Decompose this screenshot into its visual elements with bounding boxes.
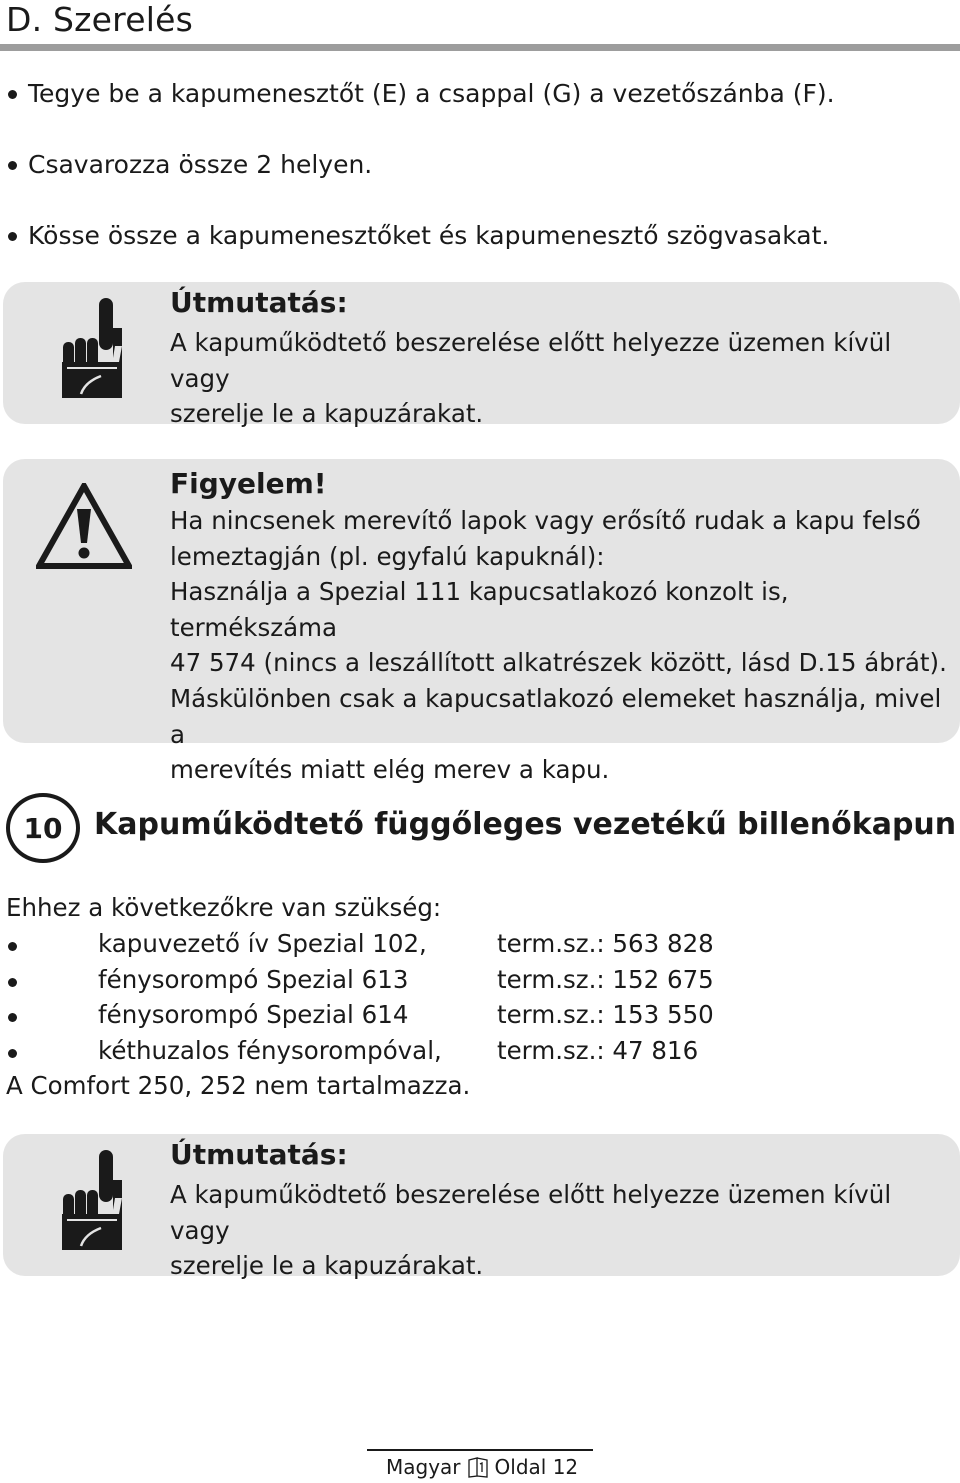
pointing-hand-icon: [59, 298, 125, 402]
requirement-name: fénysorompó Spezial 613: [98, 964, 409, 994]
bullet-dot: [8, 942, 17, 951]
requirement-number: term.sz.: 152 675: [497, 964, 714, 994]
note-body: [170, 325, 950, 432]
note-box: [3, 1134, 960, 1281]
list-item-text: Csavarozza össze 2 helyen.: [28, 150, 373, 179]
instruction-list: [8, 76, 835, 289]
warning-body: [170, 503, 950, 788]
page-footer: [386, 1455, 578, 1479]
pointing-hand-icon: [59, 1150, 125, 1254]
warning-line: merevítés miatt elég merev a kapu.: [170, 755, 610, 785]
warning-line: 47 574 (nincs a leszállított alkatrészek között, lásd D.15 ábrát).: [170, 648, 947, 678]
list-item: [8, 76, 835, 112]
list-item: [8, 218, 835, 254]
footer-language: Magyar: [386, 1455, 461, 1479]
note-heading: Útmutatás:: [170, 1138, 348, 1171]
requirement-number: term.sz.: 47 816: [497, 1035, 699, 1065]
warning-line: Máskülönben csak a kapucsatlakozó elemeket használja, mivel a: [170, 683, 942, 749]
bullet-dot: [8, 90, 17, 99]
step-number-badge: 10: [6, 793, 80, 863]
footer-rule: [367, 1449, 593, 1451]
warning-line: Ha nincsenek merevítő lapok vagy erősítő rudak a kapu felső: [170, 506, 921, 535]
warning-heading: Figyelem!: [170, 467, 327, 500]
bullet-dot: [8, 161, 17, 170]
bullet-dot: [8, 1013, 17, 1022]
note-heading: Útmutatás:: [170, 286, 348, 319]
note-line: A kapuműködtető beszerelése előtt helyezze üzemen kívül vagy: [170, 1180, 892, 1245]
bullet-dot: [8, 232, 17, 241]
requirement-name: kapuvezető ív Spezial 102,: [98, 929, 427, 958]
requirements-note: A Comfort 250, 252 nem tartalmazza.: [6, 1071, 471, 1100]
note-body: [170, 1177, 950, 1284]
bullet-dot: [8, 978, 17, 987]
note-line: szerelje le a kapuzárakat.: [170, 399, 484, 429]
book-icon: [467, 1456, 489, 1478]
list-item-text: Tegye be a kapumenesztőt (E) a csappal (G) a vezetőszánba (F).: [28, 79, 835, 108]
warning-box: [3, 459, 960, 785]
requirement-number: term.sz.: 153 550: [497, 1000, 714, 1029]
section-title: D. Szerelés: [6, 0, 193, 39]
step-title: Kapuműködtető függőleges vezetékű billenőkapun: [94, 807, 957, 842]
warning-triangle-icon: [36, 483, 132, 569]
warning-line: lemeztagján (pl. egyfalú kapuknál):: [170, 541, 605, 571]
note-line: szerelje le a kapuzárakat.: [170, 1251, 484, 1281]
requirement-name: fénysorompó Spezial 614: [98, 1000, 409, 1029]
warning-line: Használja a Spezial 111 kapucsatlakozó konzolt is, termékszáma: [170, 577, 789, 642]
list-item-text: Kösse össze a kapumenesztőket és kapumenesztő szögvasakat.: [28, 221, 830, 250]
requirements-intro: Ehhez a következőkre van szükség:: [6, 893, 442, 922]
requirement-number: term.sz.: 563 828: [497, 929, 714, 958]
footer-page-number: Oldal 12: [494, 1455, 579, 1479]
note-line: A kapuműködtető beszerelése előtt helyezze üzemen kívül vagy: [170, 328, 892, 393]
bullet-dot: [8, 1049, 17, 1058]
requirement-name: kéthuzalos fénysorompóval,: [98, 1035, 442, 1065]
step-heading: [6, 793, 956, 863]
list-item: [8, 147, 835, 183]
title-rule: [0, 44, 960, 51]
note-box: [3, 282, 960, 429]
